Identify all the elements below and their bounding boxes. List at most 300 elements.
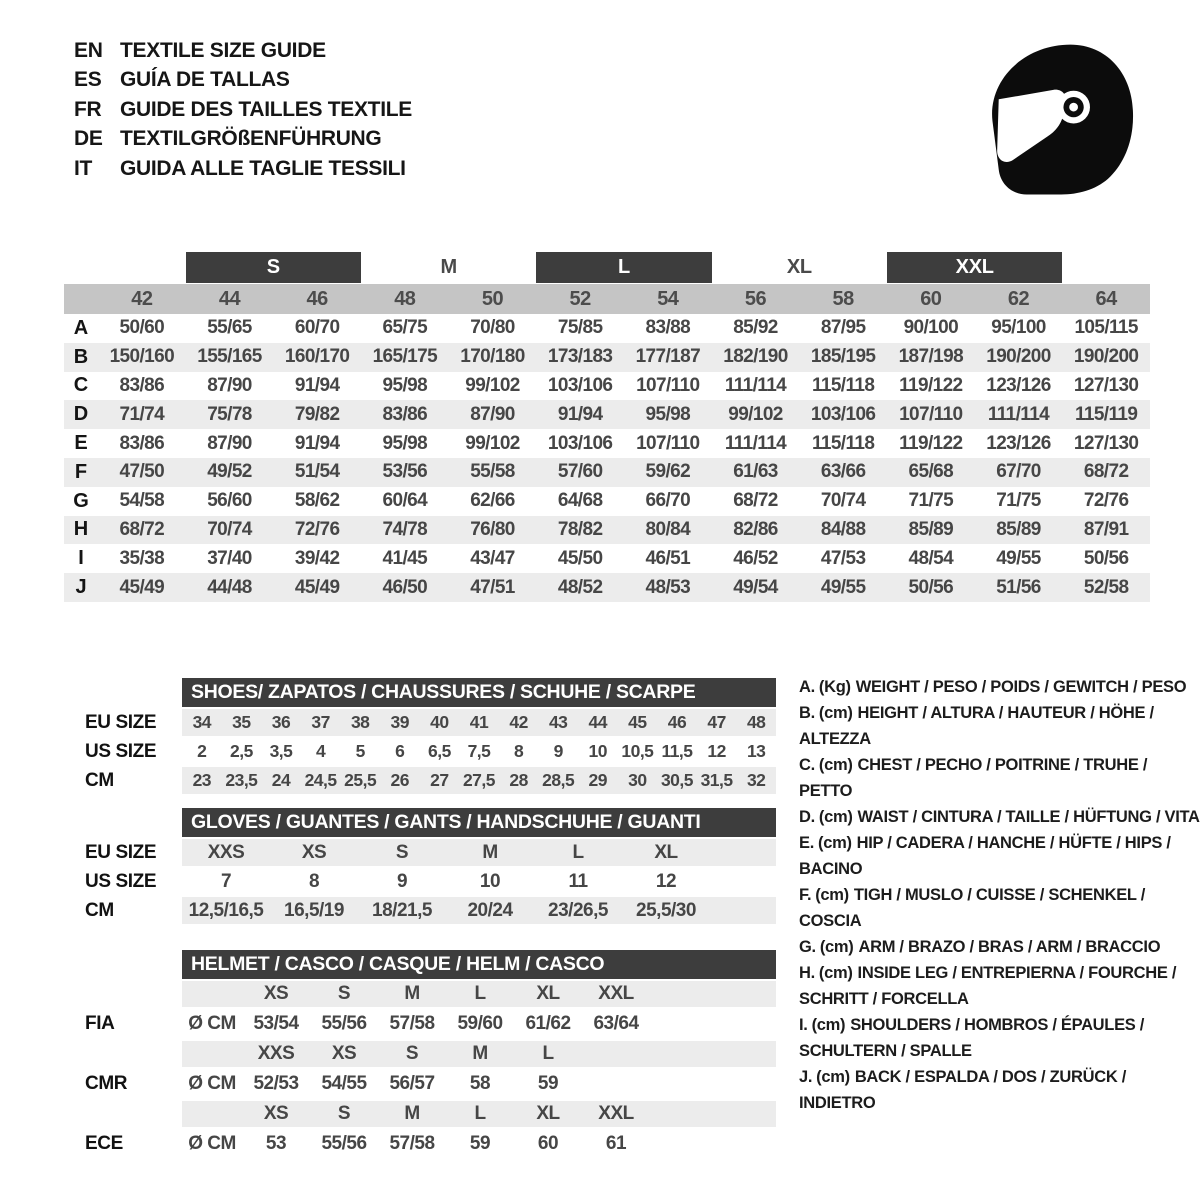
size-value: 58/62 xyxy=(294,490,340,512)
gloves-value: M xyxy=(482,841,498,863)
helmet-size-value: 55/56 xyxy=(321,1013,367,1034)
gloves-row-values xyxy=(182,868,776,895)
helmet-sizes-grid xyxy=(182,1101,776,1127)
legend-unit: (cm) xyxy=(818,704,853,722)
size-value: 65/75 xyxy=(382,317,428,339)
language-label: GUIDA ALLE TAGLIE TESSILI xyxy=(120,156,406,180)
legend-text: ARM / BRAZO / BRAS / ARM / BRACCIO xyxy=(858,938,1161,956)
size-value: 65/68 xyxy=(908,461,954,483)
legend-item-a xyxy=(799,674,1200,700)
size-column-header: 56 xyxy=(744,287,767,310)
size-value: 190/200 xyxy=(986,346,1051,368)
size-value: 150/160 xyxy=(109,346,175,368)
size-value: 83/88 xyxy=(645,317,691,339)
language-label: GUÍA DE TALLAS xyxy=(120,68,290,92)
legend-key: H. xyxy=(799,964,815,982)
shoes-value: 37 xyxy=(311,712,330,732)
size-column-header: 50 xyxy=(481,287,504,310)
size-value: 68/72 xyxy=(1083,461,1129,483)
helmet-size-header: XXL xyxy=(598,1103,634,1124)
size-value: 55/58 xyxy=(470,461,515,483)
size-column-header: 46 xyxy=(306,287,328,310)
diameter-label: Ø CM xyxy=(188,1133,236,1154)
helmet-size-header: M xyxy=(404,983,420,1004)
size-value: 70/74 xyxy=(820,490,866,512)
textile-row-f xyxy=(64,458,1150,487)
textile-row-b xyxy=(64,343,1150,372)
helmet-standard-values xyxy=(182,1069,776,1099)
size-value: 66/70 xyxy=(645,490,691,512)
size-value: 182/190 xyxy=(723,346,788,368)
helmet-size-value: 52/53 xyxy=(253,1073,299,1094)
legend-text: WEIGHT / PESO / POIDS / GEWITCH / PESO xyxy=(855,678,1187,696)
gloves-grid xyxy=(182,897,776,924)
legend-unit: (cm) xyxy=(818,756,853,774)
shoes-value: 24 xyxy=(271,770,291,790)
shoes-title-row xyxy=(66,678,776,707)
legend-item-e xyxy=(799,830,1200,882)
gloves-value: 8 xyxy=(308,870,320,892)
size-value: 41/45 xyxy=(382,547,428,569)
shoes-value: 47 xyxy=(707,712,726,732)
language-row-it xyxy=(74,154,412,184)
shoes-value: 25,5 xyxy=(344,770,377,790)
helmet-size-value: 60 xyxy=(537,1133,559,1154)
gloves-row-values xyxy=(182,839,776,866)
measurement-row-label: J xyxy=(75,576,87,599)
size-value: 85/89 xyxy=(908,518,954,540)
gloves-value: 25,5/30 xyxy=(636,899,696,921)
helmet-sizes-row-ece xyxy=(66,1101,776,1127)
size-value: 95/98 xyxy=(645,403,691,425)
size-value: 71/74 xyxy=(119,403,165,425)
size-value: 95/100 xyxy=(991,317,1046,339)
shoes-value: 23,5 xyxy=(225,770,258,790)
helmet-size-value: 57/58 xyxy=(389,1133,435,1154)
size-value: 123/126 xyxy=(986,374,1051,396)
textile-row-j xyxy=(64,573,1150,602)
measurement-row-label: I xyxy=(78,547,84,570)
helmet-values-grid xyxy=(182,1129,776,1159)
legend-item-g xyxy=(799,934,1200,960)
size-value: 47/51 xyxy=(470,576,515,598)
textile-row-c xyxy=(64,372,1150,401)
gloves-value: S xyxy=(395,841,409,863)
size-value: 51/54 xyxy=(294,461,340,483)
textile-row-a xyxy=(64,314,1150,343)
size-value: 60/70 xyxy=(294,317,340,339)
size-value: 75/78 xyxy=(207,403,252,425)
legend-item-c xyxy=(799,752,1200,804)
helmet-size-header: XL xyxy=(536,983,560,1004)
size-value: 45/50 xyxy=(557,547,603,569)
size-value: 82/86 xyxy=(733,518,778,540)
shoes-grid xyxy=(182,738,776,765)
shoes-value: 28 xyxy=(509,770,528,790)
label-spacer xyxy=(66,1041,182,1067)
legend-unit: (cm) xyxy=(811,1016,846,1034)
shoes-title: SHOES/ ZAPATOS / CHAUSSURES / SCHUHE / SCARPE xyxy=(182,678,776,707)
shoes-value: 6 xyxy=(395,741,405,761)
label-spacer xyxy=(66,1101,182,1127)
textile-row-h xyxy=(64,516,1150,545)
legend-unit: (cm) xyxy=(818,808,853,826)
size-value: 48/54 xyxy=(908,547,954,569)
helmet-size-header: XS xyxy=(331,1043,357,1064)
size-value: 71/75 xyxy=(996,490,1041,512)
legend-key: J. xyxy=(799,1068,813,1086)
helmet-size-value: 53 xyxy=(265,1133,287,1154)
language-row-de xyxy=(74,125,412,155)
size-value: 115/119 xyxy=(1074,403,1138,425)
helmet-size-value: 59 xyxy=(469,1133,491,1154)
gloves-value: 10 xyxy=(479,870,501,892)
shoes-value: 12 xyxy=(707,741,726,761)
helmet-size-header: S xyxy=(405,1043,419,1064)
legend-key: I. xyxy=(799,1016,808,1034)
helmet-size-value: 58 xyxy=(469,1073,491,1094)
language-row-fr xyxy=(74,95,412,125)
gloves-row-0 xyxy=(66,839,776,866)
textile-row-i xyxy=(64,544,1150,573)
size-value: 165/175 xyxy=(372,346,438,368)
size-value: 68/72 xyxy=(733,490,778,512)
size-value: 44/48 xyxy=(207,576,252,598)
gloves-row-2 xyxy=(66,897,776,924)
size-value: 160/170 xyxy=(284,346,350,368)
size-group-s: S xyxy=(186,252,361,283)
helmet-size-header: M xyxy=(472,1043,488,1064)
legend-unit: (cm) xyxy=(816,1068,850,1086)
gloves-value: 16,5/19 xyxy=(284,899,344,921)
legend-item-b xyxy=(799,700,1200,752)
language-code: FR xyxy=(74,97,102,121)
size-value: 107/110 xyxy=(636,432,700,454)
size-value: 72/76 xyxy=(294,518,340,540)
size-value: 46/51 xyxy=(645,547,691,569)
legend-key: F. xyxy=(799,886,812,904)
shoes-value: 36 xyxy=(271,712,291,732)
measurement-row-label: E xyxy=(74,432,88,455)
label-spacer xyxy=(66,950,182,979)
shoes-value: 31,5 xyxy=(700,770,733,790)
size-value: 111/114 xyxy=(987,403,1050,425)
shoes-value: 27 xyxy=(430,770,449,790)
size-value: 187/198 xyxy=(898,346,964,368)
legend-text: CHEST / PECHO / POITRINE / TRUHE / PETTO xyxy=(799,756,1148,800)
size-value: 83/86 xyxy=(119,374,165,396)
textile-row-d xyxy=(64,400,1150,429)
measurement-row-label: F xyxy=(74,460,88,483)
gloves-value: 18/21,5 xyxy=(372,899,432,921)
size-value: 78/82 xyxy=(557,518,603,540)
size-value: 63/66 xyxy=(820,461,866,483)
diameter-spacer xyxy=(182,1101,242,1127)
label-spacer xyxy=(66,808,182,837)
gloves-row-values xyxy=(182,897,776,924)
racing-helmet-icon xyxy=(980,40,1136,196)
language-label: GUIDE DES TAILLES TEXTILE xyxy=(120,97,412,121)
size-group-m: M xyxy=(440,256,457,278)
size-value: 53/56 xyxy=(382,461,428,483)
shoes-value: 2 xyxy=(197,741,207,761)
measurement-row-label: B xyxy=(73,345,89,368)
legend-key: D. xyxy=(799,808,815,826)
helmet-values-row-ece xyxy=(66,1129,776,1159)
legend-unit: (cm) xyxy=(818,964,853,982)
helmet-size-value: 59 xyxy=(537,1073,559,1094)
size-column-header: 64 xyxy=(1095,287,1117,310)
shoes-value: 42 xyxy=(509,712,528,732)
shoes-value: 9 xyxy=(553,741,563,761)
helmet-size-header: XL xyxy=(536,1103,560,1124)
size-value: 70/80 xyxy=(470,317,515,339)
helmet-values-row-fia xyxy=(66,1009,776,1039)
size-value: 49/52 xyxy=(207,461,252,483)
shoes-value: 7,5 xyxy=(467,741,491,761)
size-value: 61/63 xyxy=(733,461,778,483)
legend-unit: (cm) xyxy=(818,834,852,852)
legend-key: A. xyxy=(799,678,815,696)
size-value: 39/42 xyxy=(294,547,340,569)
size-value: 46/52 xyxy=(733,547,778,569)
helmet-size-value: 63/64 xyxy=(593,1013,639,1034)
size-value: 115/118 xyxy=(811,374,875,396)
size-value: 47/53 xyxy=(820,547,866,569)
size-value: 99/102 xyxy=(728,403,783,425)
gloves-value: 9 xyxy=(396,870,408,892)
size-value: 51/56 xyxy=(996,576,1041,598)
legend-item-f xyxy=(799,882,1200,934)
helmet-sizes-values xyxy=(182,981,776,1007)
diameter-label: Ø CM xyxy=(188,1073,236,1094)
shoes-value: 43 xyxy=(548,712,568,732)
shoes-value: 29 xyxy=(588,770,608,790)
language-row-en xyxy=(74,36,412,66)
legend-item-i xyxy=(799,1012,1200,1064)
size-value: 74/78 xyxy=(382,518,428,540)
helmet-size-header: S xyxy=(337,983,351,1004)
textile-row-g xyxy=(64,487,1150,516)
size-value: 45/49 xyxy=(294,576,340,598)
legend-key: C. xyxy=(799,756,815,774)
textile-size-table xyxy=(64,252,1150,602)
helmet-standard-label: ECE xyxy=(85,1133,123,1154)
gloves-row-label: EU SIZE xyxy=(85,841,157,863)
language-code: ES xyxy=(74,68,102,92)
helmet-sizes-values xyxy=(182,1101,776,1127)
size-column-header: 58 xyxy=(832,287,854,310)
size-value: 79/82 xyxy=(294,403,340,425)
gloves-value: 12 xyxy=(655,870,677,892)
helmet-title: HELMET / CASCO / CASQUE / HELM / CASCO xyxy=(182,950,776,979)
size-value: 47/50 xyxy=(119,461,165,483)
helmet-sizes-values xyxy=(182,1041,776,1067)
size-value: 119/122 xyxy=(899,374,963,396)
language-code: DE xyxy=(74,127,103,151)
shoes-value: 32 xyxy=(746,770,766,790)
helmet-size-header: S xyxy=(337,1103,351,1124)
helmet-sizes-row-cmr xyxy=(66,1041,776,1067)
size-value: 119/122 xyxy=(899,432,963,454)
shoes-value: 40 xyxy=(430,712,449,732)
measurement-row-label: A xyxy=(73,316,89,339)
shoes-value: 30,5 xyxy=(660,770,694,790)
size-value: 59/62 xyxy=(645,461,691,483)
size-group-l: L xyxy=(536,252,711,283)
gloves-value: 7 xyxy=(220,870,232,892)
measurement-row-label: G xyxy=(73,489,89,512)
size-group-row xyxy=(64,252,1150,283)
shoes-value: 3,5 xyxy=(269,741,293,761)
helmet-size-header: XXS xyxy=(257,1043,295,1064)
helmet-values-grid xyxy=(182,1009,776,1039)
size-value: 57/60 xyxy=(557,461,603,483)
size-value: 155/165 xyxy=(197,346,262,368)
gloves-grid xyxy=(182,868,776,895)
measurement-row-label: D xyxy=(73,403,89,426)
helmet-standard-label: FIA xyxy=(85,1013,115,1034)
legend-item-j xyxy=(799,1064,1200,1116)
size-value: 95/98 xyxy=(382,374,428,396)
size-value: 107/110 xyxy=(636,374,700,396)
shoes-value: 28,5 xyxy=(542,770,575,790)
gloves-table xyxy=(66,808,776,926)
size-value: 111/114 xyxy=(724,374,787,396)
helmet-size-value: 55/56 xyxy=(321,1133,367,1154)
language-code: EN xyxy=(74,38,103,62)
size-column-header: 44 xyxy=(218,287,241,310)
shoes-value: 44 xyxy=(588,712,608,732)
shoes-row-values xyxy=(182,767,776,794)
helmet-size-header: XS xyxy=(263,983,289,1004)
shoes-value: 5 xyxy=(355,741,365,761)
measurement-legend xyxy=(799,674,1200,1116)
shoes-grid xyxy=(182,709,776,736)
size-value: 45/49 xyxy=(119,576,165,598)
shoes-value: 45 xyxy=(628,712,647,732)
gloves-value: 11 xyxy=(568,870,588,892)
size-value: 50/56 xyxy=(908,576,954,598)
shoes-value: 6,5 xyxy=(427,741,451,761)
size-value: 50/60 xyxy=(119,317,165,339)
size-value: 91/94 xyxy=(294,374,340,396)
shoes-value: 39 xyxy=(390,712,410,732)
helmet-size-value: 61 xyxy=(605,1133,627,1154)
size-band-spacer xyxy=(64,284,98,314)
shoes-value: 11,5 xyxy=(661,741,693,761)
helmet-sizes-grid xyxy=(182,981,776,1007)
size-value: 64/68 xyxy=(557,490,603,512)
shoes-row-values xyxy=(182,709,776,736)
size-value: 177/187 xyxy=(635,346,701,368)
size-value: 91/94 xyxy=(294,432,340,454)
size-value: 127/130 xyxy=(1073,374,1139,396)
size-value: 56/60 xyxy=(207,490,252,512)
helmet-size-header: XS xyxy=(263,1103,289,1124)
shoes-row-2 xyxy=(66,767,776,794)
shoes-value: 27,5 xyxy=(462,770,496,790)
size-value: 49/54 xyxy=(733,576,778,598)
size-value: 83/86 xyxy=(119,432,165,454)
shoes-value: 24,5 xyxy=(304,770,337,790)
size-column-header: 62 xyxy=(1007,287,1030,310)
gloves-value: XXS xyxy=(207,841,245,863)
size-value: 49/55 xyxy=(996,547,1041,569)
size-value: 105/115 xyxy=(1074,317,1138,339)
gloves-row-label: CM xyxy=(85,899,114,921)
gloves-value: L xyxy=(572,841,584,863)
helmet-size-header: M xyxy=(404,1103,420,1124)
shoes-value: 26 xyxy=(390,770,410,790)
language-row-es xyxy=(74,66,412,96)
size-value: 123/126 xyxy=(986,432,1051,454)
helmet-size-value: 61/62 xyxy=(525,1013,571,1034)
helmet-size-value: 56/57 xyxy=(389,1073,435,1094)
size-value: 62/66 xyxy=(470,490,515,512)
measurement-row-label: H xyxy=(73,518,89,541)
helmet-size-header: L xyxy=(474,1103,486,1124)
shoes-value: 41 xyxy=(469,712,489,732)
legend-key: G. xyxy=(799,938,816,956)
size-column-header: 52 xyxy=(569,287,591,310)
size-value: 87/90 xyxy=(207,374,252,396)
size-value: 70/74 xyxy=(207,518,252,540)
legend-item-h xyxy=(799,960,1200,1012)
shoes-value: 23 xyxy=(192,770,212,790)
language-label: TEXTILE SIZE GUIDE xyxy=(120,38,326,62)
size-value: 50/56 xyxy=(1083,547,1129,569)
shoes-value: 10,5 xyxy=(621,741,654,761)
size-value: 87/91 xyxy=(1083,518,1129,540)
size-value: 71/75 xyxy=(908,490,954,512)
helmet-size-header: L xyxy=(542,1043,554,1064)
size-value: 48/53 xyxy=(645,576,691,598)
helmet-size-header: L xyxy=(474,983,486,1004)
helmet-size-value: 53/54 xyxy=(253,1013,299,1034)
shoes-value: 10 xyxy=(588,741,608,761)
size-value: 90/100 xyxy=(903,317,959,339)
shoes-value: 2,5 xyxy=(229,741,253,761)
gloves-value: XL xyxy=(654,841,678,863)
helmet-standard-values xyxy=(182,1009,776,1039)
shoes-row-label: CM xyxy=(85,769,114,791)
textile-row-e xyxy=(64,429,1150,458)
legend-text: INSIDE LEG / ENTREPIERNA / FOURCHE / SCHRITT / FORCELLA xyxy=(799,964,1177,1008)
size-value: 87/95 xyxy=(820,317,866,339)
size-value: 103/106 xyxy=(810,403,876,425)
helmet-values-grid xyxy=(182,1069,776,1099)
legend-text: HEIGHT / ALTURA / HAUTEUR / HÖHE / ALTEZZA xyxy=(799,704,1154,748)
shoes-value: 34 xyxy=(192,712,212,732)
size-value: 127/130 xyxy=(1073,432,1139,454)
shoes-grid xyxy=(182,767,776,794)
legend-unit: (cm) xyxy=(815,886,849,904)
size-group-xxl: XXL xyxy=(887,252,1062,283)
size-value: 54/58 xyxy=(119,490,165,512)
label-spacer xyxy=(66,981,182,1007)
size-value: 76/80 xyxy=(470,518,515,540)
shoes-value: 48 xyxy=(746,712,766,732)
diameter-label: Ø CM xyxy=(188,1013,236,1034)
size-value: 173/183 xyxy=(547,346,613,368)
shoes-value: 8 xyxy=(513,741,524,761)
size-value: 115/118 xyxy=(811,432,875,454)
size-value: 91/94 xyxy=(557,403,603,425)
label-spacer xyxy=(66,678,182,707)
size-value: 85/89 xyxy=(996,518,1041,540)
shoes-value: 46 xyxy=(667,712,687,732)
